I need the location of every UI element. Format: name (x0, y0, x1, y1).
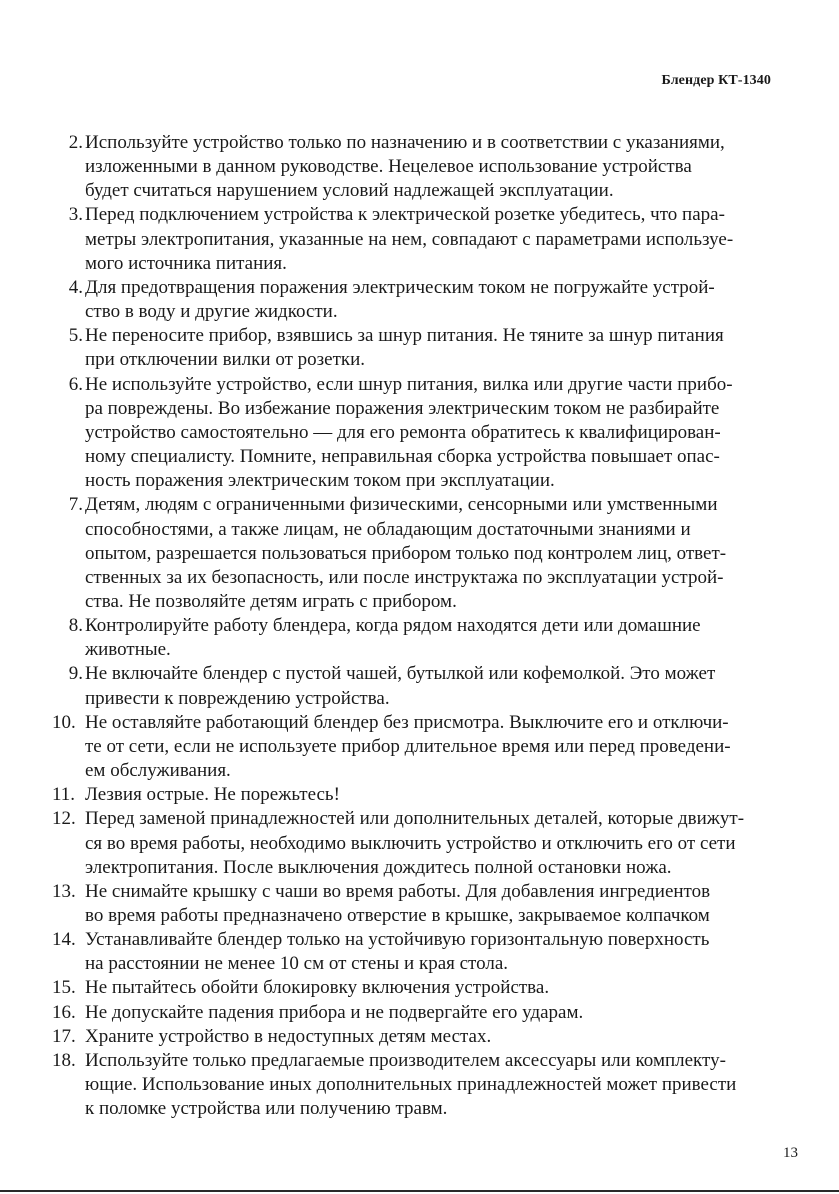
text-line: Не включайте блендер с пустой чашей, бутылкой или кофемолкой. Это может (85, 663, 716, 685)
item-text (85, 493, 774, 614)
page-number: 13 (783, 1145, 798, 1161)
safety-instructions-list (52, 131, 774, 1121)
item-number: 15. (52, 977, 76, 999)
item-number: 17. (52, 1025, 76, 1047)
list-item (52, 324, 774, 372)
item-text (85, 203, 774, 275)
text-line: к поломке устройства или получению травм. (85, 1098, 448, 1120)
text-line: Используйте устройство только по назначению и в соответствии с указаниями, (85, 132, 725, 153)
list-item (52, 783, 774, 807)
item-number: 11. (52, 784, 76, 806)
item-number: 5. (68, 325, 83, 347)
text-line: Для предотвращения поражения электрическим током не погружайте устрой- (85, 276, 715, 298)
text-line: изложенными в данном руководстве. Нецелевое использование устройства (85, 156, 692, 178)
item-text (85, 1025, 774, 1049)
text-line: Лезвия острые. Не порежьтесь! (85, 784, 340, 806)
list-item (52, 662, 774, 710)
item-text (85, 614, 774, 662)
running-header: Блендер КТ-1340 (661, 73, 771, 88)
item-text (85, 880, 774, 928)
text-line: ра повреждены. Во избежание поражения электрическим током не разбирайте (85, 397, 720, 419)
text-line: Не пытайтесь обойти блокировку включения устройства. (85, 977, 550, 999)
item-text (85, 711, 774, 783)
text-line: Не допускайте падения прибора и не подвергайте его ударам. (85, 1001, 584, 1023)
item-number: 14. (52, 929, 76, 951)
item-text (85, 324, 774, 372)
list-item (52, 493, 774, 614)
text-line: во время работы предназначено отверстие в крышке, закрываемое колпачком (85, 905, 710, 926)
text-line: ющие. Использование иных дополнительных принадлежностей может привести (85, 1074, 737, 1096)
item-number: 13. (52, 880, 76, 902)
text-line: на расстоянии не менее 10 см от стены и края стола. (85, 953, 509, 975)
list-item (52, 203, 774, 275)
text-line: Не переносите прибор, взявшись за шнур питания. Не тяните за шнур питания (85, 325, 724, 347)
text-line: привести к повреждению устройства. (85, 687, 390, 709)
item-text (85, 1001, 774, 1025)
text-line: ному специалисту. Помните, неправильная сборка устройства повышает опас- (85, 446, 720, 468)
list-item (52, 711, 774, 783)
text-line: животные. (85, 639, 171, 661)
text-line: ственных за их безопасность, или после инструктажа по эксплуатации устрой- (85, 566, 724, 588)
text-line: опытом, разрешается пользоваться прибором только под контролем лиц, ответ- (85, 542, 727, 564)
item-number: 16. (52, 1001, 76, 1023)
item-text (85, 976, 774, 1000)
item-number: 9. (68, 663, 83, 685)
list-item (52, 807, 774, 879)
item-number: 2. (68, 132, 83, 153)
list-item (52, 131, 774, 203)
item-text (85, 131, 774, 203)
text-line: Не оставляйте работающий блендер без присмотра. Выключите его и отключи- (85, 711, 729, 733)
item-text (85, 807, 774, 879)
text-line: будет считаться нарушением условий надлежащей эксплуатации. (85, 180, 614, 202)
item-number: 12. (52, 808, 76, 830)
text-line: Перед заменой принадлежностей или дополнительных деталей, которые движут- (85, 808, 745, 830)
list-item (52, 928, 774, 976)
text-line: при отключении вилки от розетки. (85, 349, 366, 371)
text-line: ства. Не позволяйте детям играть с прибором. (85, 590, 457, 612)
list-item (52, 976, 774, 1000)
text-line: метры электропитания, указанные на нем, совпадают с параметрами используе- (85, 228, 734, 250)
list-item (52, 880, 774, 928)
item-number: 18. (52, 1049, 76, 1071)
list-item (52, 373, 774, 494)
item-number: 4. (68, 276, 83, 298)
item-number: 7. (68, 494, 83, 516)
text-line: Не снимайте крышку с чаши во время работы. Для добавления ингредиентов (85, 880, 711, 902)
text-line: ся во время работы, необходимо выключить устройство и отключить его от сети (85, 832, 736, 854)
list-item (52, 1025, 774, 1049)
item-number: 3. (68, 204, 83, 226)
text-line: мого источника питания. (85, 252, 287, 274)
text-line: ность поражения электрическим током при эксплуатации. (85, 470, 555, 492)
item-text (85, 928, 774, 976)
item-text (85, 783, 774, 807)
text-line: устройство самостоятельно — для его ремонта обратитесь к квалифицирован- (85, 421, 721, 443)
text-line: ем обслуживания. (85, 760, 231, 782)
text-line: Не используйте устройство, если шнур питания, вилка или другие части прибо- (85, 373, 733, 395)
list-item (52, 614, 774, 662)
text-line: электропитания. После выключения дождитесь полной остановки ножа. (85, 856, 672, 878)
item-number: 8. (68, 615, 83, 637)
item-number: 10. (52, 711, 76, 733)
text-line: Перед подключением устройства к электрической розетке убедитесь, что пара- (85, 204, 725, 226)
list-item (52, 1001, 774, 1025)
text-line: способностями, а также лицам, не обладающим достаточными знаниями и (85, 518, 691, 540)
text-line: ство в воду и другие жидкости. (85, 301, 338, 323)
list-item (52, 276, 774, 324)
text-line: Контролируйте работу блендера, когда рядом находятся дети или домашние (85, 615, 701, 637)
text-line: Используйте только предлагаемые производителем аксессуары или комплекту- (85, 1049, 726, 1071)
item-text (85, 1049, 774, 1121)
bottom-rule (0, 1190, 839, 1192)
list-item (52, 1049, 774, 1121)
item-text (85, 662, 774, 710)
text-line: те от сети, если не используете прибор длительное время или перед проведени- (85, 735, 731, 757)
text-line: Устанавливайте блендер только на устойчивую горизонтальную поверхность (85, 929, 710, 951)
text-line: Храните устройство в недоступных детям местах. (85, 1025, 492, 1047)
item-text (85, 373, 774, 494)
item-text (85, 276, 774, 324)
text-line: Детям, людям с ограниченными физическими, сенсорными или умственными (85, 494, 718, 516)
item-number: 6. (68, 373, 83, 395)
